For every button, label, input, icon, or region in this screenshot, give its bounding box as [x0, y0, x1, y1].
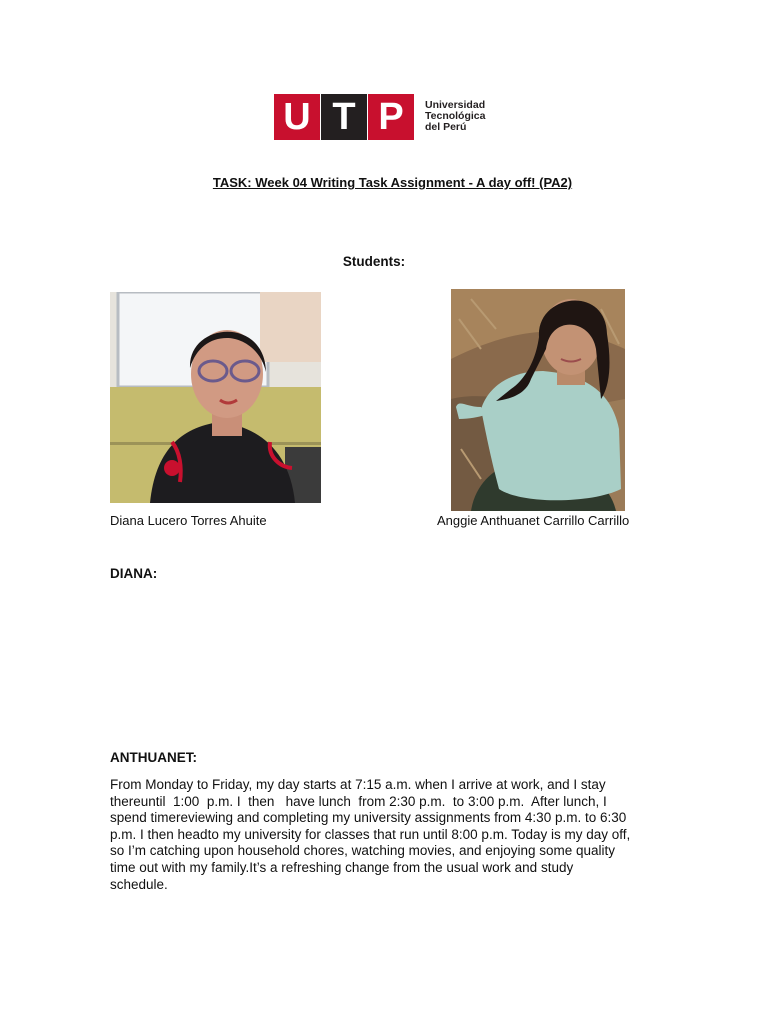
logo-letter-p: P — [368, 94, 414, 140]
logo-text-line: Tecnológica — [425, 110, 486, 122]
utp-logo — [274, 94, 494, 140]
students-label: Students: — [342, 254, 406, 269]
paragraph-line: thereuntil 1:00 p.m. I then have lunch from 2:30 p.m. to 3:00 p.m. After lunch, I — [110, 793, 607, 809]
logo-university-name — [425, 100, 485, 133]
photo-illustration — [110, 292, 321, 503]
logo-letter-u: U — [274, 94, 320, 140]
student-photo-diana — [110, 292, 321, 503]
logo-text-line: Universidad — [425, 99, 486, 111]
paragraph-line: so I’m catching upon household chores, watching movies, and enjoying some quality — [110, 843, 616, 859]
student-name-anggie: Anggie Anthuanet Carrillo Carrillo — [437, 513, 630, 528]
section-heading-diana: DIANA: — [110, 566, 158, 581]
student-name-diana: Diana Lucero Torres Ahuite — [110, 513, 267, 528]
paragraph-line: spend timereviewing and completing my university assignments from 4:30 p.m. to 6:30 — [110, 810, 627, 826]
student-photo-anggie — [451, 289, 625, 511]
paragraph-line: From Monday to Friday, my day starts at 7:15 a.m. when I arrive at work, and I stay — [110, 777, 606, 792]
paragraph-line: schedule. — [110, 876, 168, 892]
logo-letter-t: T — [321, 94, 367, 140]
task-title: TASK: Week 04 Writing Task Assignment - A day off! (PA2) — [212, 175, 573, 190]
section-heading-anthuanet: ANTHUANET: — [110, 750, 197, 765]
paragraph-line: time out with my family.It’s a refreshing change from the usual work and study — [110, 859, 574, 875]
photo-illustration — [451, 289, 625, 511]
anthuanet-paragraph — [110, 777, 660, 893]
paragraph-line: p.m. I then headto my university for classes that run until 8:00 p.m. Today is my day off, — [110, 826, 631, 842]
logo-text-line: del Perú — [425, 121, 467, 133]
